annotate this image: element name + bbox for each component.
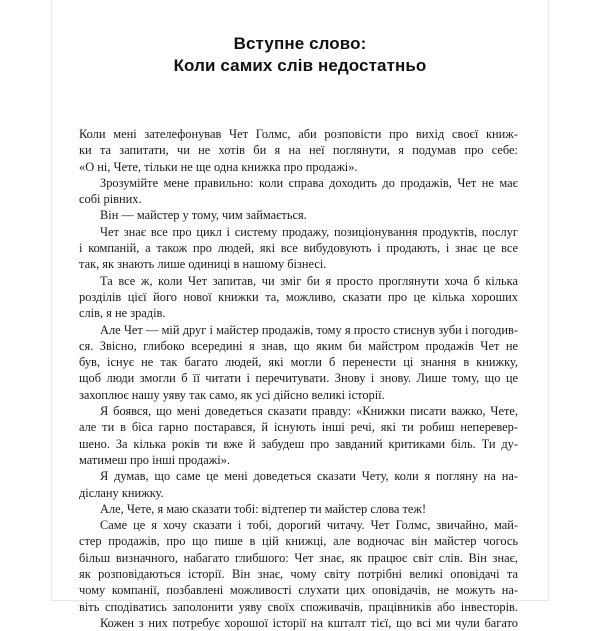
chapter-title-line-1: Вступне слово: [233, 34, 367, 53]
text-line: віть сподіватись заполонити уяву своїх споживачів, працівників або інвесторів. [79, 599, 518, 614]
text-line: Чет знає все про цикл і систему продажу, позиціонування продуктів, послуг [100, 224, 518, 239]
text-line: Та все ж, коли Чет запитав, чи зміг би я просто проглянути хоча б кілька [100, 273, 518, 288]
text-line: щоб люди змогли б її читати і перечитувати. Знову і знову. Лише тому, що це [79, 371, 518, 386]
text-line: ся. Звісно, глибоко всередині я знав, що яким би майстром продажів Чет не [79, 338, 518, 353]
chapter-title-line-2: Коли самих слів недостатньо [173, 56, 427, 75]
text-line: був, існує не так багато людей, які могли б перенести ці знання в книжку, [79, 355, 518, 370]
text-line: чому компанії, позбавлені можливості слухати цих оповідачів, не можуть на- [79, 583, 518, 598]
text-line: як розповідаються історії. Він знає, чому світу потрібні великі оповідачі та [79, 567, 518, 582]
text-line: матимеш про інші продажі». [79, 452, 230, 467]
text-line: Але Чет — мій друг і майстер продажів, тому я просто стиснув зуби і погодив- [100, 322, 518, 337]
text-line: Зрозумійте мене правильно: коли справа доходить до продажів, Чет не має [100, 175, 518, 190]
text-line: Він — майстер у тому, чим займається. [100, 208, 307, 223]
text-line: розділів цієї його нової книжки та, можливо, сказати про це кілька хороших [79, 289, 518, 304]
body-text [79, 126, 518, 631]
text-line: але ти в біса гарно постарався, й існують інші речі, які ти робиш неперевер- [79, 420, 518, 435]
text-line: стер продажів, про що пише в цій книжці, але водночас він майстер чогось [79, 534, 518, 549]
text-line: Саме це я хочу сказати і тобі, дорогий читачу. Чет Голмс, звичайно, май- [100, 518, 518, 533]
text-line: Коли мені зателефонував Чет Голмс, аби розповісти про вихід своєї книж- [79, 127, 518, 141]
text-line: ки та запитати, чи не хотів би я на неї поглянути, я подумав про себе: [79, 143, 518, 158]
text-line: більш визначного, набагато глибшого: Чет знає, як працює світ слів. Він знає, [79, 550, 518, 565]
text-line: так, як знають лише одиниці в нашому бізнесі. [79, 257, 327, 272]
text-line: і компаній, а також про людей, які все вибудовують і продають, і знає це все [79, 241, 518, 256]
text-line: Я боявся, що мені доведеться сказати правду: «Книжки писати важко, Чете, [100, 404, 518, 419]
text-line: діслану книжку. [79, 485, 164, 500]
text-line: Кожен з них потребує хорошої історії на кшталт тієї, що всі ми чули багато [100, 615, 518, 630]
text-line: Я думав, що саме це мені доведеться сказати Чету, коли я погляну на на- [100, 469, 518, 484]
text-line: «О ні, Чете, тільки не ще одна книжка про продажі». [79, 159, 358, 174]
text-line: слів, я не зрадів. [79, 306, 166, 321]
text-line: захоплює нашу уяву так само, як усі дійсно великі історії. [79, 387, 385, 402]
text-line: Але, Чете, я маю сказати тобі: відтепер ти майстер слова теж! [100, 501, 427, 516]
text-line: собі рівних. [79, 192, 142, 207]
text-line: шено. За кілька років ти вже й забудеш про завданий критиками біль. Ти ду- [79, 436, 518, 451]
book-page [52, 0, 548, 630]
